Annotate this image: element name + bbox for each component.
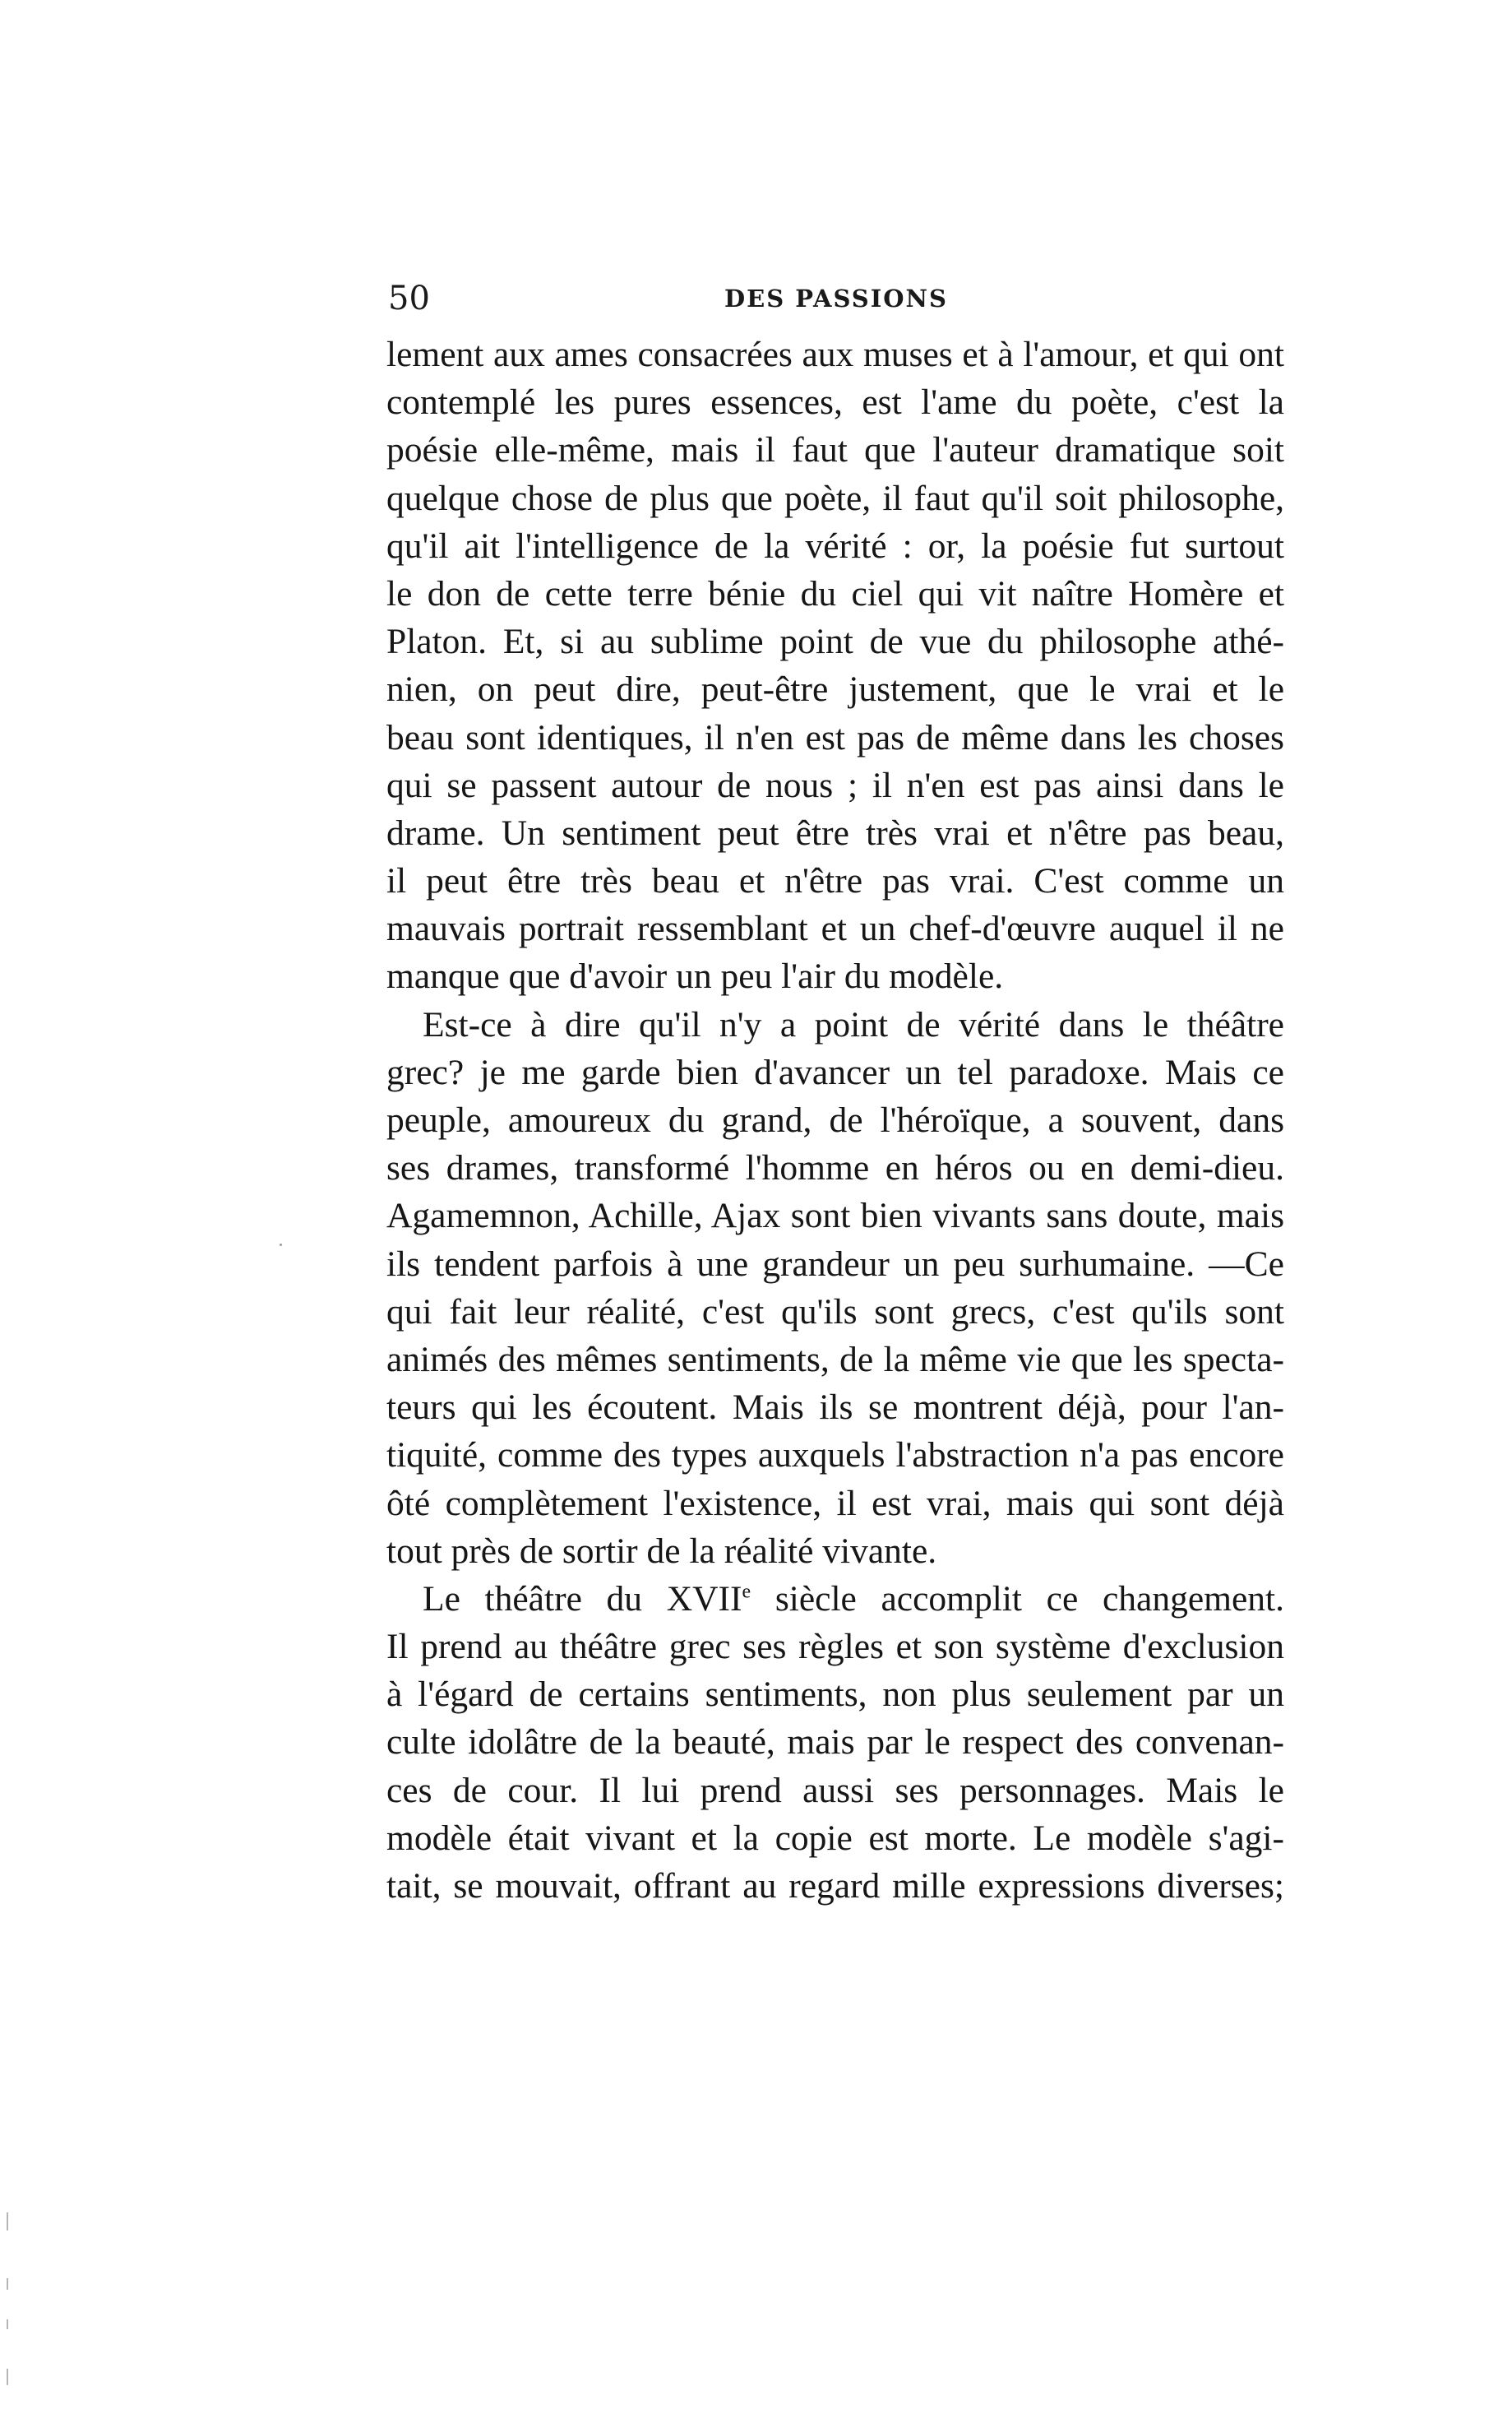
text-line: grec? je me garde bien d'avancer un tel paradoxe. Mais ce: [386, 1052, 1284, 1092]
text-line: Il prend au théâtre grec ses règles et son système d'exclusion: [386, 1627, 1284, 1667]
text-line: ôté complètement l'existence, il est vrai, mais qui sont déjà: [386, 1483, 1284, 1523]
line-start: Le théâtre du XVII: [423, 1578, 742, 1619]
scan-speck: [280, 1244, 282, 1246]
page-header: [388, 280, 1284, 329]
text-line: tait, se mouvait, offrant au regard mille expressions diverses;: [386, 1866, 1284, 1906]
text-line: qui se passent autour de nous ; il n'en est pas ainsi dans le: [386, 765, 1284, 805]
paragraph-1: [386, 331, 1284, 1001]
text-line: le don de cette terre bénie du ciel qui vit naître Homère et: [386, 573, 1284, 614]
text-line: Agamemnon, Achille, Ajax sont bien vivants sans doute, mais: [386, 1196, 1284, 1236]
text-line: modèle était vivant et la copie est morte. Le modèle s'agi-: [386, 1818, 1284, 1858]
text-line: drame. Un sentiment peut être très vrai et n'être pas beau,: [386, 813, 1284, 853]
text-line: ils tendent parfois à une grandeur un peu surhumaine. —Ce: [386, 1244, 1284, 1284]
line-rest: siècle accomplit ce changement.: [751, 1578, 1284, 1619]
text-line: à l'égard de certains sentiments, non plus seulement par un: [386, 1675, 1284, 1715]
ordinal-superscript: e: [742, 1581, 751, 1603]
text-line: Est-ce à dire qu'il n'y a point de vérité dans le théâtre: [423, 1004, 1284, 1045]
text-line: mauvais portrait ressemblant et un chef-d'œuvre auquel il ne: [386, 909, 1284, 949]
text-line: tout près de sortir de la réalité vivante.: [386, 1531, 937, 1571]
text-line: quelque chose de plus que poète, il faut qu'il soit philosophe,: [386, 478, 1284, 518]
scan-edge-mark: [7, 2319, 8, 2329]
text-line: nien, on peut dire, peut-être justement, que le vrai et le: [386, 669, 1284, 710]
text-line: contemplé les pures essences, est l'ame du poète, c'est la: [386, 382, 1284, 423]
scan-edge-mark: [7, 2278, 8, 2290]
text-line: tiquité, comme des types auxquels l'abstraction n'a pas encore: [386, 1435, 1284, 1475]
paragraph-3: [386, 1575, 1284, 1910]
text-line: lement aux ames consacrées aux muses et à l'amour, et qui ont: [386, 335, 1284, 374]
text-line: il peut être très beau et n'être pas vrai. C'est comme un: [386, 861, 1284, 901]
text-line: animés des mêmes sentiments, de la même vie que les specta-: [386, 1339, 1284, 1379]
text-line: peuple, amoureux du grand, de l'héroïque, a souvent, dans: [386, 1100, 1284, 1140]
text-line: poésie elle-même, mais il faut que l'auteur dramatique soit: [386, 430, 1284, 470]
text-line: ses drames, transformé l'homme en héros ou en demi-dieu.: [386, 1148, 1284, 1188]
scan-edge-mark: [7, 2212, 8, 2230]
text-line: teurs qui les écoutent. Mais ils se montrent déjà, pour l'an-: [386, 1387, 1284, 1428]
paragraph-2: [386, 1001, 1284, 1575]
text-line: manque que d'avoir un peu l'air du modèle.: [386, 957, 1004, 997]
scan-edge-mark: [7, 2369, 8, 2385]
text-line: Platon. Et, si au sublime point de vue du philosophe athé-: [386, 622, 1284, 662]
text-line: qui fait leur réalité, c'est qu'ils sont grecs, c'est qu'ils sont: [386, 1291, 1284, 1332]
page-number: 50: [388, 280, 430, 317]
text-line: ces de cour. Il lui prend aussi ses personnages. Mais le: [386, 1770, 1284, 1810]
text-line: qu'il ait l'intelligence de la vérité : or, la poésie fut surtout: [386, 526, 1284, 566]
text-line: beau sont identiques, il n'en est pas de même dans les choses: [386, 717, 1284, 757]
body-text: [386, 331, 1284, 1910]
running-title: DES PASSIONS: [724, 285, 948, 313]
text-line-with-superscript: [386, 1575, 1284, 1623]
text-line: culte idolâtre de la beauté, mais par le respect des convenan-: [386, 1722, 1284, 1763]
